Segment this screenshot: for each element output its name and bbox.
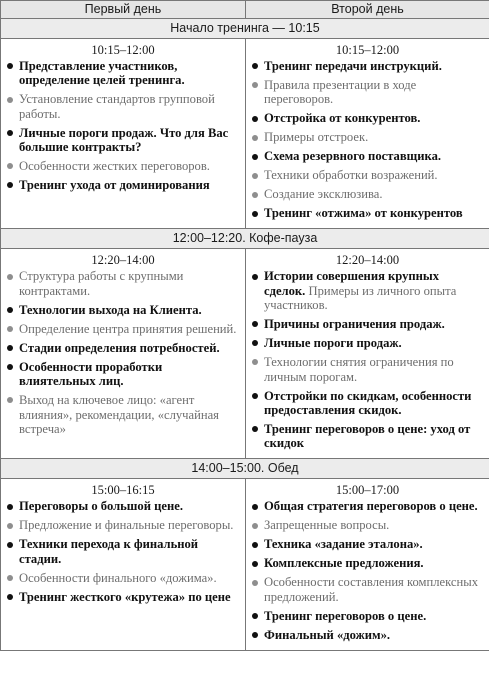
schedule-item-text: Определение центра принятия решений. [19, 321, 237, 336]
schedule-item [5, 341, 239, 355]
schedule-item-text: Создание эксклюзива. [264, 187, 383, 202]
schedule-item-text: Технологии снятия ограничения по личным порогам. [264, 355, 454, 384]
schedule-item [5, 269, 239, 298]
schedule-item [5, 59, 239, 88]
schedule-item-text: Техника «задание эталона». [264, 537, 423, 552]
schedule-item [5, 537, 239, 566]
schedule-item-text: Переговоры о большой цене. [19, 499, 183, 514]
schedule-item-text: Причины ограничения продаж. [264, 317, 445, 332]
schedule-item [250, 575, 483, 604]
schedule-item [250, 422, 483, 451]
block-row-1 [1, 39, 489, 229]
schedule-item-text: Технологии выхода на Клиента. [19, 302, 202, 317]
schedule-item [5, 178, 239, 192]
schedule-item-text: Установление стандартов групповой работы. [19, 92, 215, 121]
session-time: 12:20–14:00 [335, 253, 400, 268]
schedule-item-text: Личные пороги продаж. [264, 336, 402, 351]
day2-block-3 [246, 479, 489, 650]
lunch-cell: 14:00–15:00. Обед [1, 459, 489, 479]
schedule-item [5, 322, 239, 336]
schedule-item-text: Техники обработки возражений. [264, 168, 438, 183]
schedule-item-text: Отстройки по скидкам, особенности предоставления скидок. [264, 388, 472, 418]
schedule-item-text: Особенности составления комплексных предложений. [264, 575, 479, 604]
schedule-item [5, 393, 239, 436]
schedule-item-text: Тренинг жесткого «крутежа» по цене [19, 589, 231, 604]
lunch-row [1, 459, 489, 479]
schedule-item [5, 590, 239, 604]
session-list [246, 499, 489, 649]
schedule-item-text: Выход на ключевое лицо: «агент влияния», рекомендации, «случайная встреча» [19, 393, 219, 437]
schedule-item [5, 360, 239, 389]
training-start-cell: Начало тренинга — 10:15 [1, 19, 489, 39]
schedule-item-text: Тренинг переговоров о цене: уход от скидок [264, 422, 471, 451]
day2-block-2 [246, 249, 489, 459]
schedule-item-text: Истории совершения крупных сделок. [264, 269, 440, 298]
day2-header: Второй день [246, 1, 489, 19]
session-time: 10:15–12:00 [335, 43, 400, 57]
schedule-item-text: Структура работы с крупными контрактами. [19, 269, 184, 298]
schedule-item [250, 389, 483, 418]
session-list [1, 269, 245, 444]
schedule-item [5, 92, 239, 121]
schedule-item-text: Тренинг передачи инструкций. [264, 59, 442, 73]
schedule-item-text: Комплексные предложения. [264, 556, 424, 571]
schedule-item [250, 537, 483, 551]
coffee-break-cell: 12:00–12:20. Кофе-пауза [1, 229, 489, 249]
schedule-item [250, 499, 483, 513]
schedule-item [250, 518, 483, 532]
schedule-item-text: Особенности проработки влиятельных лиц. [19, 359, 163, 389]
schedule-item-text: Предложение и финальные переговоры. [19, 518, 234, 533]
schedule-item-text: Общая стратегия переговоров о цене. [264, 499, 478, 514]
day1-block-1 [1, 39, 246, 229]
session-list [1, 59, 245, 200]
schedule-item-text: Стадии определения потребностей. [19, 340, 220, 355]
schedule-item-text: Тренинг «отжима» от конкурентов [264, 206, 463, 221]
schedule-item-text: Примеры отстроек. [264, 130, 369, 145]
schedule-item-text: Тренинг переговоров о цене. [264, 608, 427, 623]
day2-block-1 [246, 39, 489, 229]
schedule-item [250, 609, 483, 623]
session-time: 15:00–17:00 [335, 483, 400, 498]
schedule-item [250, 317, 483, 331]
schedule-item [5, 303, 239, 317]
header-row [1, 1, 489, 19]
schedule-item [250, 130, 483, 144]
schedule-item [250, 187, 483, 201]
session-time: 15:00–16:15 [91, 483, 155, 498]
session-time: 10:15–12:00 [91, 43, 155, 57]
schedule-item [250, 556, 483, 570]
schedule-item [250, 336, 483, 350]
schedule-item-text: Правила презентации в ходе переговоров. [264, 78, 417, 107]
schedule-item [250, 78, 483, 107]
session-list [246, 269, 489, 458]
session-time: 12:20–14:00 [91, 253, 155, 268]
schedule-item-text: Финальный «дожим». [264, 627, 391, 642]
schedule-item [5, 571, 239, 585]
schedule-item [250, 628, 483, 642]
day1-block-2 [1, 249, 246, 459]
schedule-item [250, 269, 483, 312]
session-list [1, 499, 245, 611]
session-list [246, 59, 489, 228]
schedule-item [250, 111, 483, 125]
schedule-item-text: Отстройка от конкурентов. [264, 111, 421, 126]
schedule-item [250, 149, 483, 163]
block-row-3 [1, 479, 489, 650]
schedule-item [5, 159, 239, 173]
schedule-item [5, 126, 239, 155]
schedule-item-text: Запрещенные вопросы. [264, 518, 390, 533]
schedule-item-text: Личные пороги продаж. Что для Вас большие контракты? [19, 125, 229, 155]
day1-header: Первый день [1, 1, 246, 19]
schedule-item-text: Тренинг ухода от доминирования [19, 178, 210, 193]
schedule-item [250, 355, 483, 384]
schedule-item-note: Примеры из личного опыта участников. [264, 283, 457, 313]
start-row [1, 19, 489, 39]
schedule-item [250, 168, 483, 182]
schedule-item-text: Техники перехода к финальной стадии. [19, 537, 199, 566]
schedule-item-text: Особенности финального «дожима». [19, 570, 217, 585]
schedule-item-text: Схема резервного поставщика. [264, 149, 442, 164]
schedule-item-text: Особенности жестких переговоров. [19, 159, 210, 174]
schedule-item [250, 206, 483, 220]
schedule-item [5, 518, 239, 532]
block-row-2 [1, 249, 489, 459]
schedule-item [250, 59, 483, 73]
coffee-break-row [1, 229, 489, 249]
day1-block-3 [1, 479, 246, 650]
schedule-item [5, 499, 239, 513]
schedule-item-text: Представление участников, определение целей тренинга. [19, 59, 185, 88]
